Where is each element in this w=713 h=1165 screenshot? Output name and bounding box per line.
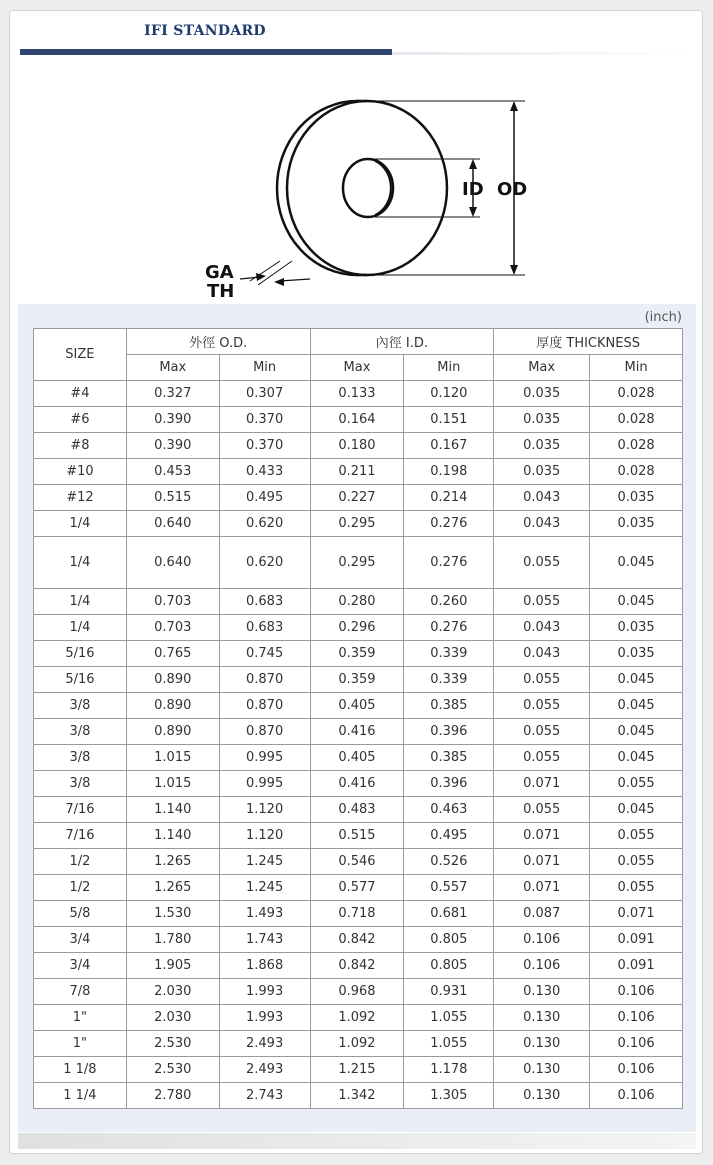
- id-arrow-bottom: [469, 207, 477, 217]
- size-cell: #4: [34, 381, 127, 407]
- od-arrow-bottom: [510, 265, 518, 275]
- id-min-cell: 0.198: [404, 459, 494, 485]
- group-header-thickness: 厚度 THICKNESS: [494, 329, 683, 355]
- thickness-max-cell: 0.055: [494, 719, 590, 745]
- od-max-cell: 0.703: [126, 589, 219, 615]
- id-max-header: Max: [310, 355, 404, 381]
- size-cell: 3/4: [34, 927, 127, 953]
- thickness-max-cell: 0.130: [494, 1083, 590, 1109]
- table-row: [34, 381, 683, 407]
- table-row: [34, 927, 683, 953]
- thickness-min-cell: 0.028: [590, 459, 683, 485]
- od-max-cell: 2.030: [126, 979, 219, 1005]
- thickness-min-cell: 0.045: [590, 667, 683, 693]
- id-max-cell: 0.211: [310, 459, 404, 485]
- id-label: ID: [462, 179, 484, 200]
- od-min-cell: 0.495: [219, 485, 310, 511]
- table-row: [34, 459, 683, 485]
- thickness-max-cell: 0.071: [494, 849, 590, 875]
- od-min-cell: 1.993: [219, 979, 310, 1005]
- size-cell: 7/16: [34, 823, 127, 849]
- thickness-min-cell: 0.055: [590, 875, 683, 901]
- thickness-max-cell: 0.055: [494, 693, 590, 719]
- size-cell: 1": [34, 1031, 127, 1057]
- thickness-max-cell: 0.087: [494, 901, 590, 927]
- thickness-min-cell: 0.055: [590, 771, 683, 797]
- washer-hole: [343, 159, 393, 217]
- od-min-cell: 2.493: [219, 1031, 310, 1057]
- thickness-min-cell: 0.028: [590, 433, 683, 459]
- id-min-cell: 0.214: [404, 485, 494, 511]
- id-max-cell: 0.718: [310, 901, 404, 927]
- thickness-min-header: Min: [590, 355, 683, 381]
- id-max-cell: 0.280: [310, 589, 404, 615]
- thickness-max-cell: 0.043: [494, 615, 590, 641]
- od-min-cell: 1.493: [219, 901, 310, 927]
- od-max-cell: 2.530: [126, 1031, 219, 1057]
- id-min-cell: 0.167: [404, 433, 494, 459]
- thickness-max-cell: 0.130: [494, 1005, 590, 1031]
- od-max-cell: 0.765: [126, 641, 219, 667]
- thickness-max-cell: 0.130: [494, 1031, 590, 1057]
- size-cell: 1/4: [34, 537, 127, 589]
- size-cell: 5/16: [34, 667, 127, 693]
- thickness-max-header: Max: [494, 355, 590, 381]
- footer-bar: [18, 1133, 696, 1149]
- size-cell: 1/4: [34, 589, 127, 615]
- spec-table-panel: [18, 304, 696, 1132]
- id-max-cell: 0.295: [310, 537, 404, 589]
- od-max-cell: 0.327: [126, 381, 219, 407]
- group-header-od: 外徑 O.D.: [126, 329, 310, 355]
- id-max-cell: 0.546: [310, 849, 404, 875]
- size-cell: 3/8: [34, 745, 127, 771]
- id-min-cell: 0.120: [404, 381, 494, 407]
- od-max-cell: 1.015: [126, 745, 219, 771]
- od-min-cell: 0.870: [219, 719, 310, 745]
- od-max-cell: 0.890: [126, 719, 219, 745]
- od-min-cell: 0.995: [219, 745, 310, 771]
- id-max-cell: 1.215: [310, 1057, 404, 1083]
- table-row: [34, 615, 683, 641]
- table-row: [34, 953, 683, 979]
- thickness-min-cell: 0.035: [590, 641, 683, 667]
- id-max-cell: 1.342: [310, 1083, 404, 1109]
- thickness-min-cell: 0.091: [590, 953, 683, 979]
- id-min-cell: 0.557: [404, 875, 494, 901]
- size-cell: 3/8: [34, 719, 127, 745]
- od-max-cell: 0.453: [126, 459, 219, 485]
- od-min-cell: 0.620: [219, 511, 310, 537]
- od-max-cell: 1.905: [126, 953, 219, 979]
- table-row: [34, 745, 683, 771]
- id-min-cell: 0.276: [404, 511, 494, 537]
- content-card: [9, 10, 703, 1154]
- id-min-cell: 0.396: [404, 719, 494, 745]
- id-min-cell: 0.385: [404, 693, 494, 719]
- thickness-min-cell: 0.106: [590, 1057, 683, 1083]
- od-min-cell: 1.120: [219, 797, 310, 823]
- table-row: [34, 771, 683, 797]
- table-row: [34, 797, 683, 823]
- thickness-min-cell: 0.045: [590, 745, 683, 771]
- od-min-cell: 1.120: [219, 823, 310, 849]
- thickness-max-cell: 0.043: [494, 641, 590, 667]
- thickness-max-cell: 0.130: [494, 979, 590, 1005]
- thickness-min-cell: 0.071: [590, 901, 683, 927]
- od-max-cell: 0.640: [126, 537, 219, 589]
- size-header: SIZE: [34, 329, 127, 381]
- id-arrow-top: [469, 159, 477, 169]
- th-arrow-right: [274, 278, 284, 286]
- table-row: [34, 823, 683, 849]
- id-min-cell: 1.055: [404, 1005, 494, 1031]
- table-row: [34, 875, 683, 901]
- id-min-cell: 1.055: [404, 1031, 494, 1057]
- od-min-cell: 2.493: [219, 1057, 310, 1083]
- id-max-cell: 0.133: [310, 381, 404, 407]
- title-underline-fade: [392, 52, 694, 55]
- thickness-min-cell: 0.055: [590, 823, 683, 849]
- id-min-cell: 0.805: [404, 927, 494, 953]
- id-min-cell: 0.260: [404, 589, 494, 615]
- id-max-cell: 0.483: [310, 797, 404, 823]
- size-cell: 1/4: [34, 511, 127, 537]
- od-max-cell: 1.265: [126, 875, 219, 901]
- od-min-cell: 0.370: [219, 407, 310, 433]
- od-max-cell: 1.140: [126, 823, 219, 849]
- od-arrow-top: [510, 101, 518, 111]
- id-min-cell: 0.463: [404, 797, 494, 823]
- size-cell: 7/16: [34, 797, 127, 823]
- thickness-max-cell: 0.071: [494, 771, 590, 797]
- od-max-cell: 1.140: [126, 797, 219, 823]
- thickness-min-cell: 0.045: [590, 797, 683, 823]
- size-cell: 1": [34, 1005, 127, 1031]
- id-max-cell: 0.405: [310, 745, 404, 771]
- od-max-cell: 2.530: [126, 1057, 219, 1083]
- size-cell: 5/16: [34, 641, 127, 667]
- spec-table: [33, 328, 683, 1109]
- thickness-max-cell: 0.055: [494, 745, 590, 771]
- od-max-cell: 1.265: [126, 849, 219, 875]
- od-min-cell: 1.245: [219, 849, 310, 875]
- id-max-cell: 0.295: [310, 511, 404, 537]
- thickness-max-cell: 0.043: [494, 485, 590, 511]
- od-min-cell: 0.995: [219, 771, 310, 797]
- thickness-max-cell: 0.130: [494, 1057, 590, 1083]
- id-min-cell: 1.178: [404, 1057, 494, 1083]
- th-label: TH: [207, 281, 235, 302]
- od-min-cell: 0.870: [219, 693, 310, 719]
- id-min-cell: 0.339: [404, 667, 494, 693]
- od-min-cell: 1.868: [219, 953, 310, 979]
- table-head: [34, 329, 683, 381]
- size-cell: #6: [34, 407, 127, 433]
- thickness-max-cell: 0.071: [494, 823, 590, 849]
- unit-label: (inch): [644, 310, 682, 325]
- thickness-max-cell: 0.071: [494, 875, 590, 901]
- thickness-max-cell: 0.043: [494, 511, 590, 537]
- id-max-cell: 0.180: [310, 433, 404, 459]
- od-min-cell: 1.743: [219, 927, 310, 953]
- od-min-cell: 0.307: [219, 381, 310, 407]
- od-min-cell: 0.683: [219, 615, 310, 641]
- size-cell: #8: [34, 433, 127, 459]
- id-min-cell: 0.385: [404, 745, 494, 771]
- thickness-min-cell: 0.045: [590, 693, 683, 719]
- group-header-id: 內徑 I.D.: [310, 329, 494, 355]
- od-label: OD: [497, 179, 528, 200]
- id-max-cell: 0.296: [310, 615, 404, 641]
- id-min-cell: 0.396: [404, 771, 494, 797]
- size-cell: 7/8: [34, 979, 127, 1005]
- id-max-cell: 0.164: [310, 407, 404, 433]
- thickness-min-cell: 0.035: [590, 511, 683, 537]
- id-min-cell: 1.305: [404, 1083, 494, 1109]
- id-max-cell: 1.092: [310, 1005, 404, 1031]
- thickness-min-cell: 0.045: [590, 589, 683, 615]
- table-row: [34, 849, 683, 875]
- table-row: [34, 485, 683, 511]
- table-row: [34, 979, 683, 1005]
- od-max-cell: 0.640: [126, 511, 219, 537]
- thickness-max-cell: 0.035: [494, 433, 590, 459]
- od-max-cell: 1.015: [126, 771, 219, 797]
- id-max-cell: 0.842: [310, 953, 404, 979]
- size-cell: 3/8: [34, 771, 127, 797]
- thickness-max-cell: 0.106: [494, 953, 590, 979]
- id-min-cell: 0.681: [404, 901, 494, 927]
- title-underline: [20, 49, 392, 55]
- thickness-min-cell: 0.028: [590, 381, 683, 407]
- table-row: [34, 1031, 683, 1057]
- od-min-cell: 2.743: [219, 1083, 310, 1109]
- thickness-min-cell: 0.035: [590, 485, 683, 511]
- id-max-cell: 0.359: [310, 641, 404, 667]
- thickness-max-cell: 0.055: [494, 797, 590, 823]
- id-min-cell: 0.151: [404, 407, 494, 433]
- table-row: [34, 901, 683, 927]
- id-min-cell: 0.931: [404, 979, 494, 1005]
- od-max-cell: 1.530: [126, 901, 219, 927]
- od-min-cell: 1.245: [219, 875, 310, 901]
- size-cell: 1/2: [34, 875, 127, 901]
- size-cell: 3/8: [34, 693, 127, 719]
- thickness-min-cell: 0.045: [590, 719, 683, 745]
- id-max-cell: 1.092: [310, 1031, 404, 1057]
- id-min-header: Min: [404, 355, 494, 381]
- id-min-cell: 0.526: [404, 849, 494, 875]
- od-max-cell: 2.030: [126, 1005, 219, 1031]
- size-cell: 3/4: [34, 953, 127, 979]
- table-row: [34, 589, 683, 615]
- size-cell: #12: [34, 485, 127, 511]
- table-row: [34, 1057, 683, 1083]
- size-cell: 5/8: [34, 901, 127, 927]
- id-min-cell: 0.276: [404, 615, 494, 641]
- table-row: [34, 511, 683, 537]
- size-cell: 1 1/8: [34, 1057, 127, 1083]
- id-max-cell: 0.359: [310, 667, 404, 693]
- od-min-cell: 0.745: [219, 641, 310, 667]
- thickness-max-cell: 0.055: [494, 667, 590, 693]
- thickness-min-cell: 0.055: [590, 849, 683, 875]
- id-min-cell: 0.495: [404, 823, 494, 849]
- od-max-cell: 2.780: [126, 1083, 219, 1109]
- id-min-cell: 0.276: [404, 537, 494, 589]
- thickness-min-cell: 0.106: [590, 1031, 683, 1057]
- id-max-cell: 0.416: [310, 719, 404, 745]
- thickness-min-cell: 0.106: [590, 1083, 683, 1109]
- table-row: [34, 667, 683, 693]
- od-min-cell: 0.870: [219, 667, 310, 693]
- size-cell: 1/4: [34, 615, 127, 641]
- table-row: [34, 641, 683, 667]
- page-title: IFI STANDARD: [144, 23, 266, 39]
- od-max-cell: 0.890: [126, 667, 219, 693]
- size-cell: 1/2: [34, 849, 127, 875]
- od-max-cell: 1.780: [126, 927, 219, 953]
- thickness-max-cell: 0.055: [494, 537, 590, 589]
- table-row: [34, 1005, 683, 1031]
- thickness-min-cell: 0.045: [590, 537, 683, 589]
- od-max-header: Max: [126, 355, 219, 381]
- thickness-max-cell: 0.035: [494, 407, 590, 433]
- id-min-cell: 0.805: [404, 953, 494, 979]
- thickness-min-cell: 0.106: [590, 979, 683, 1005]
- table-row: [34, 1083, 683, 1109]
- od-max-cell: 0.890: [126, 693, 219, 719]
- od-min-cell: 0.370: [219, 433, 310, 459]
- thickness-min-cell: 0.028: [590, 407, 683, 433]
- size-cell: 1 1/4: [34, 1083, 127, 1109]
- id-max-cell: 0.515: [310, 823, 404, 849]
- thickness-max-cell: 0.035: [494, 459, 590, 485]
- table-body: [34, 381, 683, 1109]
- thickness-min-cell: 0.035: [590, 615, 683, 641]
- washer-diagram: [180, 83, 540, 305]
- od-min-cell: 0.620: [219, 537, 310, 589]
- od-min-header: Min: [219, 355, 310, 381]
- thickness-min-cell: 0.091: [590, 927, 683, 953]
- table-row: [34, 719, 683, 745]
- id-min-cell: 0.339: [404, 641, 494, 667]
- table-row: [34, 537, 683, 589]
- size-cell: #10: [34, 459, 127, 485]
- table-row: [34, 407, 683, 433]
- id-max-cell: 0.968: [310, 979, 404, 1005]
- id-max-cell: 0.842: [310, 927, 404, 953]
- thickness-min-cell: 0.106: [590, 1005, 683, 1031]
- table-row: [34, 433, 683, 459]
- id-max-cell: 0.577: [310, 875, 404, 901]
- id-max-cell: 0.227: [310, 485, 404, 511]
- od-min-cell: 1.993: [219, 1005, 310, 1031]
- ga-label: GA: [205, 262, 234, 283]
- thickness-max-cell: 0.106: [494, 927, 590, 953]
- table-row: [34, 693, 683, 719]
- id-max-cell: 0.405: [310, 693, 404, 719]
- od-max-cell: 0.515: [126, 485, 219, 511]
- thickness-max-cell: 0.055: [494, 589, 590, 615]
- od-min-cell: 0.683: [219, 589, 310, 615]
- od-max-cell: 0.390: [126, 433, 219, 459]
- thickness-max-cell: 0.035: [494, 381, 590, 407]
- id-max-cell: 0.416: [310, 771, 404, 797]
- od-min-cell: 0.433: [219, 459, 310, 485]
- od-max-cell: 0.703: [126, 615, 219, 641]
- od-max-cell: 0.390: [126, 407, 219, 433]
